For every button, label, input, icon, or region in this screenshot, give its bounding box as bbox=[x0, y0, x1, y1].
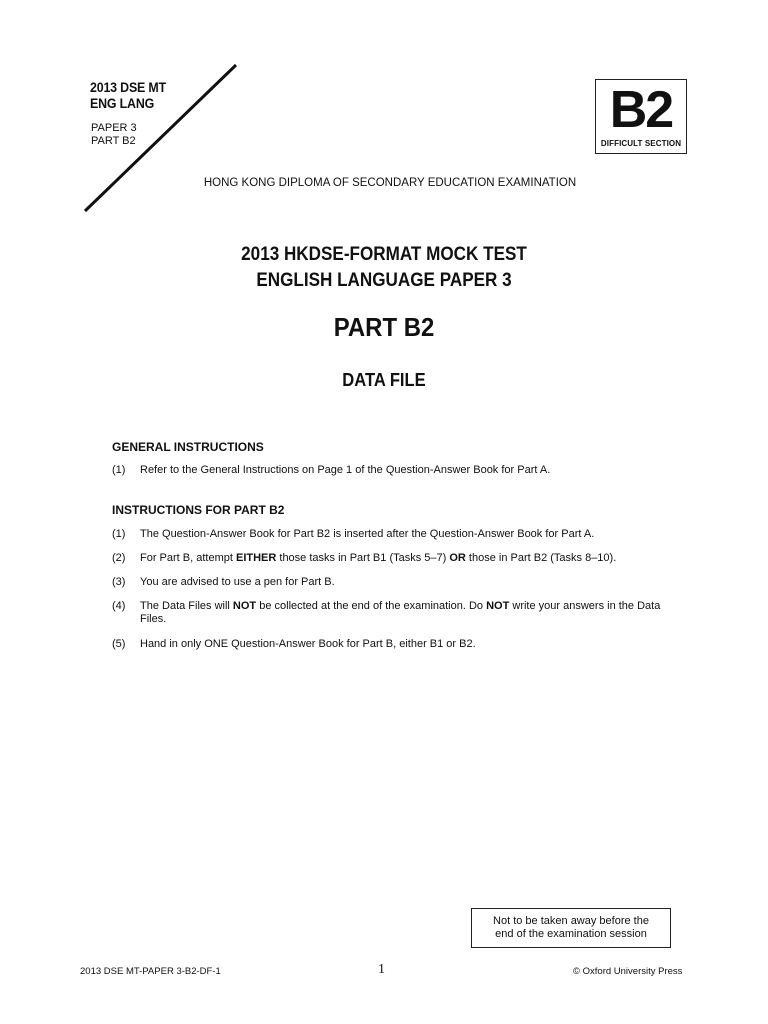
general-instruction-item bbox=[112, 464, 682, 477]
badge-code: B2 bbox=[609, 81, 673, 139]
part-b2-instruction-item bbox=[112, 600, 682, 626]
notice-line2: end of the examination session bbox=[495, 928, 647, 940]
general-instructions-heading: GENERAL INSTRUCTIONS bbox=[112, 440, 264, 454]
item-text: The Question-Answer Book for Part B2 is inserted after the Question-Answer Book for Part A. bbox=[140, 528, 595, 540]
part-title: PART B2 bbox=[333, 312, 435, 342]
emphasis-not: NOT bbox=[486, 600, 510, 612]
item-number: (1) bbox=[112, 464, 126, 476]
item-text: The Data Files will NOT be collected at the end of the examination. Do NOT write your answers in the Data Files. bbox=[140, 600, 661, 625]
page-number: 1 bbox=[378, 962, 385, 977]
emphasis-not: NOT bbox=[232, 600, 257, 612]
badge-subtitle: DIFFICULT SECTION bbox=[600, 139, 682, 148]
item-number: (2) bbox=[112, 552, 126, 564]
notice-box bbox=[471, 908, 671, 948]
item-number: (1) bbox=[112, 528, 126, 540]
item-number: (5) bbox=[112, 638, 126, 650]
footer-publisher: © Oxford University Press bbox=[573, 966, 683, 977]
part-b2-instruction-item bbox=[112, 528, 682, 541]
item-text: You are advised to use a pen for Part B. bbox=[140, 576, 335, 588]
section-title: DATA FILE bbox=[342, 370, 426, 390]
item-text: Hand in only ONE Question-Answer Book for Part B, either B1 or B2. bbox=[140, 638, 476, 650]
corner-label-line4: PART B2 bbox=[91, 135, 136, 147]
part-b2-instruction-item bbox=[112, 638, 682, 651]
section-badge bbox=[595, 79, 687, 154]
emphasis-either: EITHER bbox=[235, 552, 277, 564]
corner-label-line1: 2013 DSE MT bbox=[90, 80, 166, 95]
emphasis-or: OR bbox=[449, 552, 466, 564]
item-text: Refer to the General Instructions on Page 1 of the Question-Answer Book for Part A. bbox=[140, 464, 551, 476]
item-number: (3) bbox=[112, 576, 126, 588]
corner-label-line3: PAPER 3 bbox=[91, 122, 137, 134]
exam-name: HONG KONG DIPLOMA OF SECONDARY EDUCATION EXAMINATION bbox=[203, 177, 577, 189]
corner-label-line2: ENG LANG bbox=[90, 96, 155, 111]
notice-line1: Not to be taken away before the bbox=[493, 915, 649, 927]
title-line1: 2013 HKDSE-FORMAT MOCK TEST bbox=[241, 244, 527, 265]
part-b2-instruction-item bbox=[112, 552, 682, 565]
footer-paper-code: 2013 DSE MT-PAPER 3-B2-DF-1 bbox=[80, 966, 221, 977]
item-number: (4) bbox=[112, 600, 126, 612]
part-b2-instructions-heading: INSTRUCTIONS FOR PART B2 bbox=[112, 503, 285, 517]
part-b2-instruction-item bbox=[112, 576, 682, 589]
item-text: For Part B, attempt EITHER those tasks in Part B1 (Tasks 5–7) OR those in Part B2 (Tasks 8–10). bbox=[140, 552, 617, 564]
title-line2: ENGLISH LANGUAGE PAPER 3 bbox=[256, 270, 512, 291]
